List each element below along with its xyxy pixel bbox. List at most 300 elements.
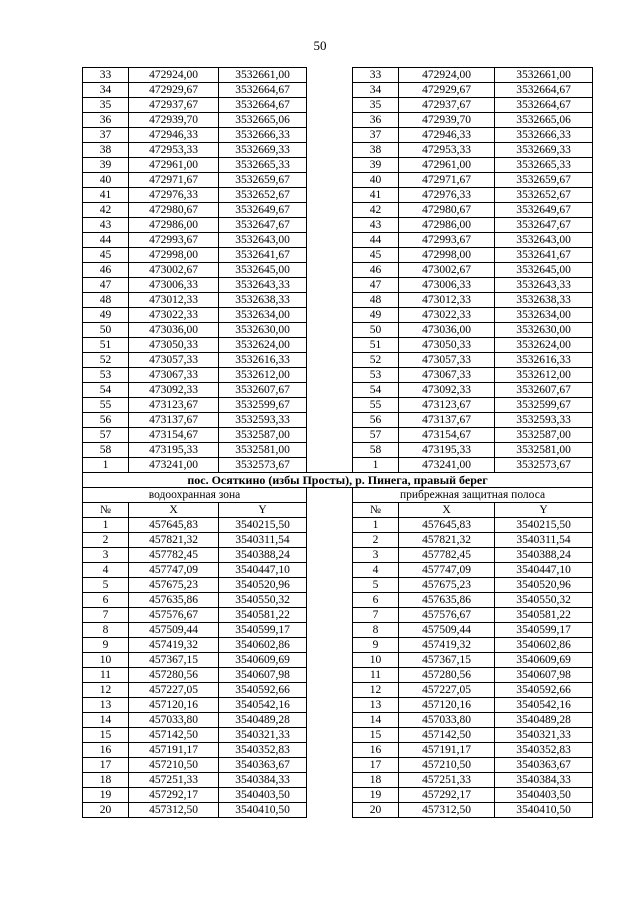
cell-x-left: 457635,86	[129, 593, 219, 608]
cell-y-right: 3532643,33	[495, 278, 593, 293]
cell-x-right: 473195,33	[399, 443, 495, 458]
cell-x-left: 473006,33	[129, 278, 219, 293]
cell-x-right: 457120,16	[399, 698, 495, 713]
cell-y-right: 3532581,00	[495, 443, 593, 458]
cell-no-left: 53	[83, 368, 129, 383]
cell-y-left: 3540384,33	[219, 773, 307, 788]
cell-x-right: 472924,00	[399, 68, 495, 83]
cell-x-left: 457675,23	[129, 578, 219, 593]
cell-no-right: 11	[353, 668, 399, 683]
cell-x-left: 473137,67	[129, 413, 219, 428]
cell-y-left: 3532641,67	[219, 248, 307, 263]
col-header-no-right: №	[353, 503, 399, 518]
cell-no-right: 1	[353, 518, 399, 533]
cell-x-right: 473092,33	[399, 383, 495, 398]
cell-y-right: 3540447,10	[495, 563, 593, 578]
cell-x-left: 472998,00	[129, 248, 219, 263]
cell-no-left: 16	[83, 743, 129, 758]
cell-y-right: 3540403,50	[495, 788, 593, 803]
cell-no-right: 39	[353, 158, 399, 173]
table-row	[83, 533, 593, 548]
cell-y-left: 3532652,67	[219, 188, 307, 203]
cell-y-right: 3532665,06	[495, 113, 593, 128]
cell-y-left: 3540489,28	[219, 713, 307, 728]
cell-y-left: 3532666,33	[219, 128, 307, 143]
cell-x-right: 472953,33	[399, 143, 495, 158]
cell-y-right: 3532634,00	[495, 308, 593, 323]
cell-y-left: 3532624,00	[219, 338, 307, 353]
cell-no-left: 15	[83, 728, 129, 743]
cell-y-left: 3532647,67	[219, 218, 307, 233]
section-title-row	[83, 473, 593, 488]
column-gap	[307, 803, 353, 818]
column-gap	[307, 428, 353, 443]
cell-no-left: 40	[83, 173, 129, 188]
table-row	[83, 443, 593, 458]
cell-no-left: 1	[83, 458, 129, 473]
cell-no-left: 54	[83, 383, 129, 398]
cell-no-left: 55	[83, 398, 129, 413]
right-zone-label: прибрежная защитная полоса	[353, 488, 593, 503]
cell-y-left: 3540352,83	[219, 743, 307, 758]
cell-no-right: 38	[353, 143, 399, 158]
column-gap	[307, 773, 353, 788]
cell-y-right: 3540410,50	[495, 803, 593, 818]
cell-no-right: 58	[353, 443, 399, 458]
cell-x-right: 457142,50	[399, 728, 495, 743]
cell-no-right: 1	[353, 458, 399, 473]
column-gap	[307, 788, 353, 803]
cell-no-right: 35	[353, 98, 399, 113]
column-gap	[307, 308, 353, 323]
cell-x-left: 457210,50	[129, 758, 219, 773]
cell-no-right: 45	[353, 248, 399, 263]
cell-y-left: 3540592,66	[219, 683, 307, 698]
cell-no-left: 18	[83, 773, 129, 788]
cell-y-left: 3532607,67	[219, 383, 307, 398]
table-row	[83, 518, 593, 533]
table-row	[83, 548, 593, 563]
left-zone-label: водоохранная зона	[83, 488, 307, 503]
cell-y-left: 3540602,86	[219, 638, 307, 653]
column-gap	[307, 353, 353, 368]
cell-no-left: 36	[83, 113, 129, 128]
cell-no-left: 9	[83, 638, 129, 653]
cell-y-left: 3540607,98	[219, 668, 307, 683]
column-gap	[307, 398, 353, 413]
cell-y-left: 3532616,33	[219, 353, 307, 368]
cell-no-right: 40	[353, 173, 399, 188]
cell-no-right: 33	[353, 68, 399, 83]
col-header-x-left: X	[129, 503, 219, 518]
cell-no-left: 5	[83, 578, 129, 593]
cell-y-right: 3532665,33	[495, 158, 593, 173]
cell-no-right: 20	[353, 803, 399, 818]
table-row	[83, 698, 593, 713]
cell-y-right: 3540550,32	[495, 593, 593, 608]
cell-x-right: 473036,00	[399, 323, 495, 338]
cell-x-left: 472929,67	[129, 83, 219, 98]
cell-x-left: 473154,67	[129, 428, 219, 443]
table-row	[83, 173, 593, 188]
cell-no-left: 47	[83, 278, 129, 293]
cell-x-left: 457191,17	[129, 743, 219, 758]
cell-y-right: 3540489,28	[495, 713, 593, 728]
cell-x-right: 457635,86	[399, 593, 495, 608]
column-header-row	[83, 503, 593, 518]
cell-no-left: 43	[83, 218, 129, 233]
column-gap	[307, 128, 353, 143]
cell-no-left: 10	[83, 653, 129, 668]
cell-y-right: 3532616,33	[495, 353, 593, 368]
cell-y-right: 3532659,67	[495, 173, 593, 188]
coordinates-table	[82, 67, 593, 818]
cell-y-left: 3532573,67	[219, 458, 307, 473]
cell-y-left: 3532630,00	[219, 323, 307, 338]
cell-x-left: 473123,67	[129, 398, 219, 413]
cell-x-left: 472980,67	[129, 203, 219, 218]
cell-y-left: 3532649,67	[219, 203, 307, 218]
cell-x-right: 472937,67	[399, 98, 495, 113]
cell-x-left: 457747,09	[129, 563, 219, 578]
cell-x-left: 457367,15	[129, 653, 219, 668]
cell-no-right: 44	[353, 233, 399, 248]
column-gap	[307, 188, 353, 203]
cell-no-right: 49	[353, 308, 399, 323]
column-gap	[307, 698, 353, 713]
cell-y-left: 3540550,32	[219, 593, 307, 608]
cell-x-left: 473002,67	[129, 263, 219, 278]
cell-y-left: 3532643,00	[219, 233, 307, 248]
column-gap	[307, 158, 353, 173]
cell-x-left: 457292,17	[129, 788, 219, 803]
cell-y-left: 3532634,00	[219, 308, 307, 323]
cell-x-right: 473137,67	[399, 413, 495, 428]
cell-y-left: 3540311,54	[219, 533, 307, 548]
cell-y-right: 3532664,67	[495, 83, 593, 98]
cell-y-right: 3532624,00	[495, 338, 593, 353]
table-row	[83, 113, 593, 128]
cell-x-left: 457142,50	[129, 728, 219, 743]
cell-no-right: 7	[353, 608, 399, 623]
column-gap	[307, 563, 353, 578]
column-gap	[307, 173, 353, 188]
table-row	[83, 158, 593, 173]
cell-no-left: 39	[83, 158, 129, 173]
cell-x-right: 457191,17	[399, 743, 495, 758]
table-row	[83, 743, 593, 758]
cell-no-right: 57	[353, 428, 399, 443]
cell-no-right: 55	[353, 398, 399, 413]
cell-x-left: 472971,67	[129, 173, 219, 188]
cell-x-right: 473154,67	[399, 428, 495, 443]
table-row	[83, 458, 593, 473]
table-row	[83, 278, 593, 293]
cell-x-right: 457576,67	[399, 608, 495, 623]
cell-x-left: 473241,00	[129, 458, 219, 473]
cell-y-right: 3532593,33	[495, 413, 593, 428]
cell-x-left: 457821,32	[129, 533, 219, 548]
cell-no-right: 53	[353, 368, 399, 383]
table-row	[83, 578, 593, 593]
cell-x-left: 457576,67	[129, 608, 219, 623]
cell-no-right: 47	[353, 278, 399, 293]
column-gap	[307, 638, 353, 653]
cell-x-left: 457312,50	[129, 803, 219, 818]
cell-x-right: 457645,83	[399, 518, 495, 533]
cell-x-right: 472929,67	[399, 83, 495, 98]
cell-no-left: 44	[83, 233, 129, 248]
table-row	[83, 773, 593, 788]
cell-no-right: 18	[353, 773, 399, 788]
cell-no-left: 14	[83, 713, 129, 728]
table-row	[83, 563, 593, 578]
cell-no-left: 12	[83, 683, 129, 698]
cell-y-right: 3540542,16	[495, 698, 593, 713]
table-row	[83, 638, 593, 653]
cell-no-left: 42	[83, 203, 129, 218]
cell-y-right: 3532666,33	[495, 128, 593, 143]
cell-no-left: 48	[83, 293, 129, 308]
cell-x-left: 457419,32	[129, 638, 219, 653]
cell-no-left: 33	[83, 68, 129, 83]
column-gap	[307, 203, 353, 218]
column-gap	[307, 143, 353, 158]
cell-y-left: 3532599,67	[219, 398, 307, 413]
cell-y-right: 3540602,86	[495, 638, 593, 653]
table-row	[83, 623, 593, 638]
cell-y-right: 3540311,54	[495, 533, 593, 548]
column-gap	[307, 443, 353, 458]
cell-no-right: 16	[353, 743, 399, 758]
cell-x-left: 473036,00	[129, 323, 219, 338]
table-row	[83, 143, 593, 158]
cell-no-right: 5	[353, 578, 399, 593]
cell-x-right: 473022,33	[399, 308, 495, 323]
cell-y-left: 3540542,16	[219, 698, 307, 713]
table-row	[83, 353, 593, 368]
cell-y-right: 3532599,67	[495, 398, 593, 413]
cell-x-right: 473067,33	[399, 368, 495, 383]
cell-y-right: 3532612,00	[495, 368, 593, 383]
zone-label-row	[83, 488, 593, 503]
cell-y-right: 3540384,33	[495, 773, 593, 788]
cell-no-left: 11	[83, 668, 129, 683]
cell-x-left: 457645,83	[129, 518, 219, 533]
cell-no-right: 41	[353, 188, 399, 203]
column-gap	[307, 668, 353, 683]
column-gap	[307, 578, 353, 593]
cell-x-left: 473067,33	[129, 368, 219, 383]
cell-y-left: 3532593,33	[219, 413, 307, 428]
column-gap	[307, 413, 353, 428]
cell-x-right: 457675,23	[399, 578, 495, 593]
cell-no-left: 49	[83, 308, 129, 323]
col-header-no-left: №	[83, 503, 129, 518]
cell-y-right: 3540321,33	[495, 728, 593, 743]
column-gap	[307, 83, 353, 98]
table-row	[83, 803, 593, 818]
column-gap	[307, 338, 353, 353]
cell-no-right: 43	[353, 218, 399, 233]
cell-y-left: 3532664,67	[219, 83, 307, 98]
cell-no-right: 4	[353, 563, 399, 578]
cell-no-left: 52	[83, 353, 129, 368]
cell-x-right: 473006,33	[399, 278, 495, 293]
column-gap	[307, 758, 353, 773]
cell-x-right: 457280,56	[399, 668, 495, 683]
cell-y-right: 3532573,67	[495, 458, 593, 473]
cell-y-right: 3532664,67	[495, 98, 593, 113]
cell-x-right: 473002,67	[399, 263, 495, 278]
cell-x-left: 472953,33	[129, 143, 219, 158]
cell-x-right: 457210,50	[399, 758, 495, 773]
cell-x-left: 472937,67	[129, 98, 219, 113]
cell-x-right: 472993,67	[399, 233, 495, 248]
cell-y-right: 3532643,00	[495, 233, 593, 248]
cell-no-left: 19	[83, 788, 129, 803]
col-header-y-left: Y	[219, 503, 307, 518]
cell-no-right: 52	[353, 353, 399, 368]
cell-y-right: 3540581,22	[495, 608, 593, 623]
cell-y-left: 3532664,67	[219, 98, 307, 113]
cell-y-right: 3532645,00	[495, 263, 593, 278]
cell-no-right: 34	[353, 83, 399, 98]
cell-y-left: 3540520,96	[219, 578, 307, 593]
column-gap	[307, 68, 353, 83]
cell-no-left: 20	[83, 803, 129, 818]
cell-no-left: 51	[83, 338, 129, 353]
column-gap	[307, 113, 353, 128]
column-gap	[307, 608, 353, 623]
cell-no-right: 8	[353, 623, 399, 638]
cell-x-right: 472961,00	[399, 158, 495, 173]
cell-x-left: 457251,33	[129, 773, 219, 788]
cell-x-right: 473050,33	[399, 338, 495, 353]
section-title: пос. Осяткино (избы Просты), р. Пинега, правый берег	[83, 473, 593, 488]
cell-no-left: 50	[83, 323, 129, 338]
cell-no-left: 57	[83, 428, 129, 443]
column-gap	[307, 293, 353, 308]
cell-y-left: 3532581,00	[219, 443, 307, 458]
cell-no-right: 50	[353, 323, 399, 338]
table-row	[83, 668, 593, 683]
cell-y-right: 3532669,33	[495, 143, 593, 158]
cell-y-right: 3532652,67	[495, 188, 593, 203]
cell-x-right: 472976,33	[399, 188, 495, 203]
cell-no-right: 3	[353, 548, 399, 563]
table-row	[83, 218, 593, 233]
cell-no-left: 34	[83, 83, 129, 98]
cell-no-left: 4	[83, 563, 129, 578]
cell-y-right: 3532638,33	[495, 293, 593, 308]
cell-y-right: 3540607,98	[495, 668, 593, 683]
cell-x-right: 457419,32	[399, 638, 495, 653]
column-gap	[307, 278, 353, 293]
table-row	[83, 728, 593, 743]
table-row	[83, 788, 593, 803]
cell-no-left: 6	[83, 593, 129, 608]
cell-no-left: 2	[83, 533, 129, 548]
cell-y-left: 3540215,50	[219, 518, 307, 533]
table-row	[83, 758, 593, 773]
cell-no-right: 48	[353, 293, 399, 308]
cell-x-right: 472946,33	[399, 128, 495, 143]
col-header-y-right: Y	[495, 503, 593, 518]
cell-x-right: 457227,05	[399, 683, 495, 698]
column-gap	[307, 533, 353, 548]
cell-no-right: 10	[353, 653, 399, 668]
table-row	[83, 608, 593, 623]
cell-x-left: 472924,00	[129, 68, 219, 83]
cell-x-left: 472946,33	[129, 128, 219, 143]
cell-x-right: 473123,67	[399, 398, 495, 413]
column-gap	[307, 728, 353, 743]
cell-y-left: 3540581,22	[219, 608, 307, 623]
table-row	[83, 338, 593, 353]
cell-y-right: 3532649,67	[495, 203, 593, 218]
section1-rows	[83, 68, 593, 473]
cell-x-left: 457227,05	[129, 683, 219, 698]
column-gap	[307, 488, 353, 503]
cell-y-right: 3540609,69	[495, 653, 593, 668]
cell-no-left: 56	[83, 413, 129, 428]
cell-x-left: 473012,33	[129, 293, 219, 308]
cell-no-left: 1	[83, 518, 129, 533]
cell-y-right: 3540352,83	[495, 743, 593, 758]
cell-no-right: 6	[353, 593, 399, 608]
section2-rows	[83, 518, 593, 818]
cell-y-left: 3532665,06	[219, 113, 307, 128]
cell-no-right: 13	[353, 698, 399, 713]
column-gap	[307, 263, 353, 278]
cell-y-right: 3540592,66	[495, 683, 593, 698]
cell-y-left: 3540363,67	[219, 758, 307, 773]
column-gap	[307, 218, 353, 233]
cell-y-right: 3540388,24	[495, 548, 593, 563]
cell-x-right: 473241,00	[399, 458, 495, 473]
cell-x-left: 473022,33	[129, 308, 219, 323]
column-gap	[307, 548, 353, 563]
column-gap	[307, 368, 353, 383]
cell-y-left: 3532669,33	[219, 143, 307, 158]
cell-x-right: 472939,70	[399, 113, 495, 128]
cell-no-left: 41	[83, 188, 129, 203]
cell-x-left: 472961,00	[129, 158, 219, 173]
cell-x-left: 473050,33	[129, 338, 219, 353]
cell-no-right: 37	[353, 128, 399, 143]
table-row	[83, 593, 593, 608]
cell-no-right: 54	[353, 383, 399, 398]
table-row	[83, 413, 593, 428]
table-row	[83, 263, 593, 278]
column-gap	[307, 518, 353, 533]
cell-no-right: 56	[353, 413, 399, 428]
cell-y-left: 3540447,10	[219, 563, 307, 578]
cell-y-left: 3532659,67	[219, 173, 307, 188]
cell-no-right: 19	[353, 788, 399, 803]
column-gap	[307, 383, 353, 398]
cell-x-left: 457120,16	[129, 698, 219, 713]
cell-y-left: 3532661,00	[219, 68, 307, 83]
cell-no-left: 3	[83, 548, 129, 563]
cell-no-left: 17	[83, 758, 129, 773]
table-row	[83, 653, 593, 668]
column-gap	[307, 713, 353, 728]
table-row	[83, 323, 593, 338]
table-row	[83, 98, 593, 113]
cell-x-right: 457312,50	[399, 803, 495, 818]
